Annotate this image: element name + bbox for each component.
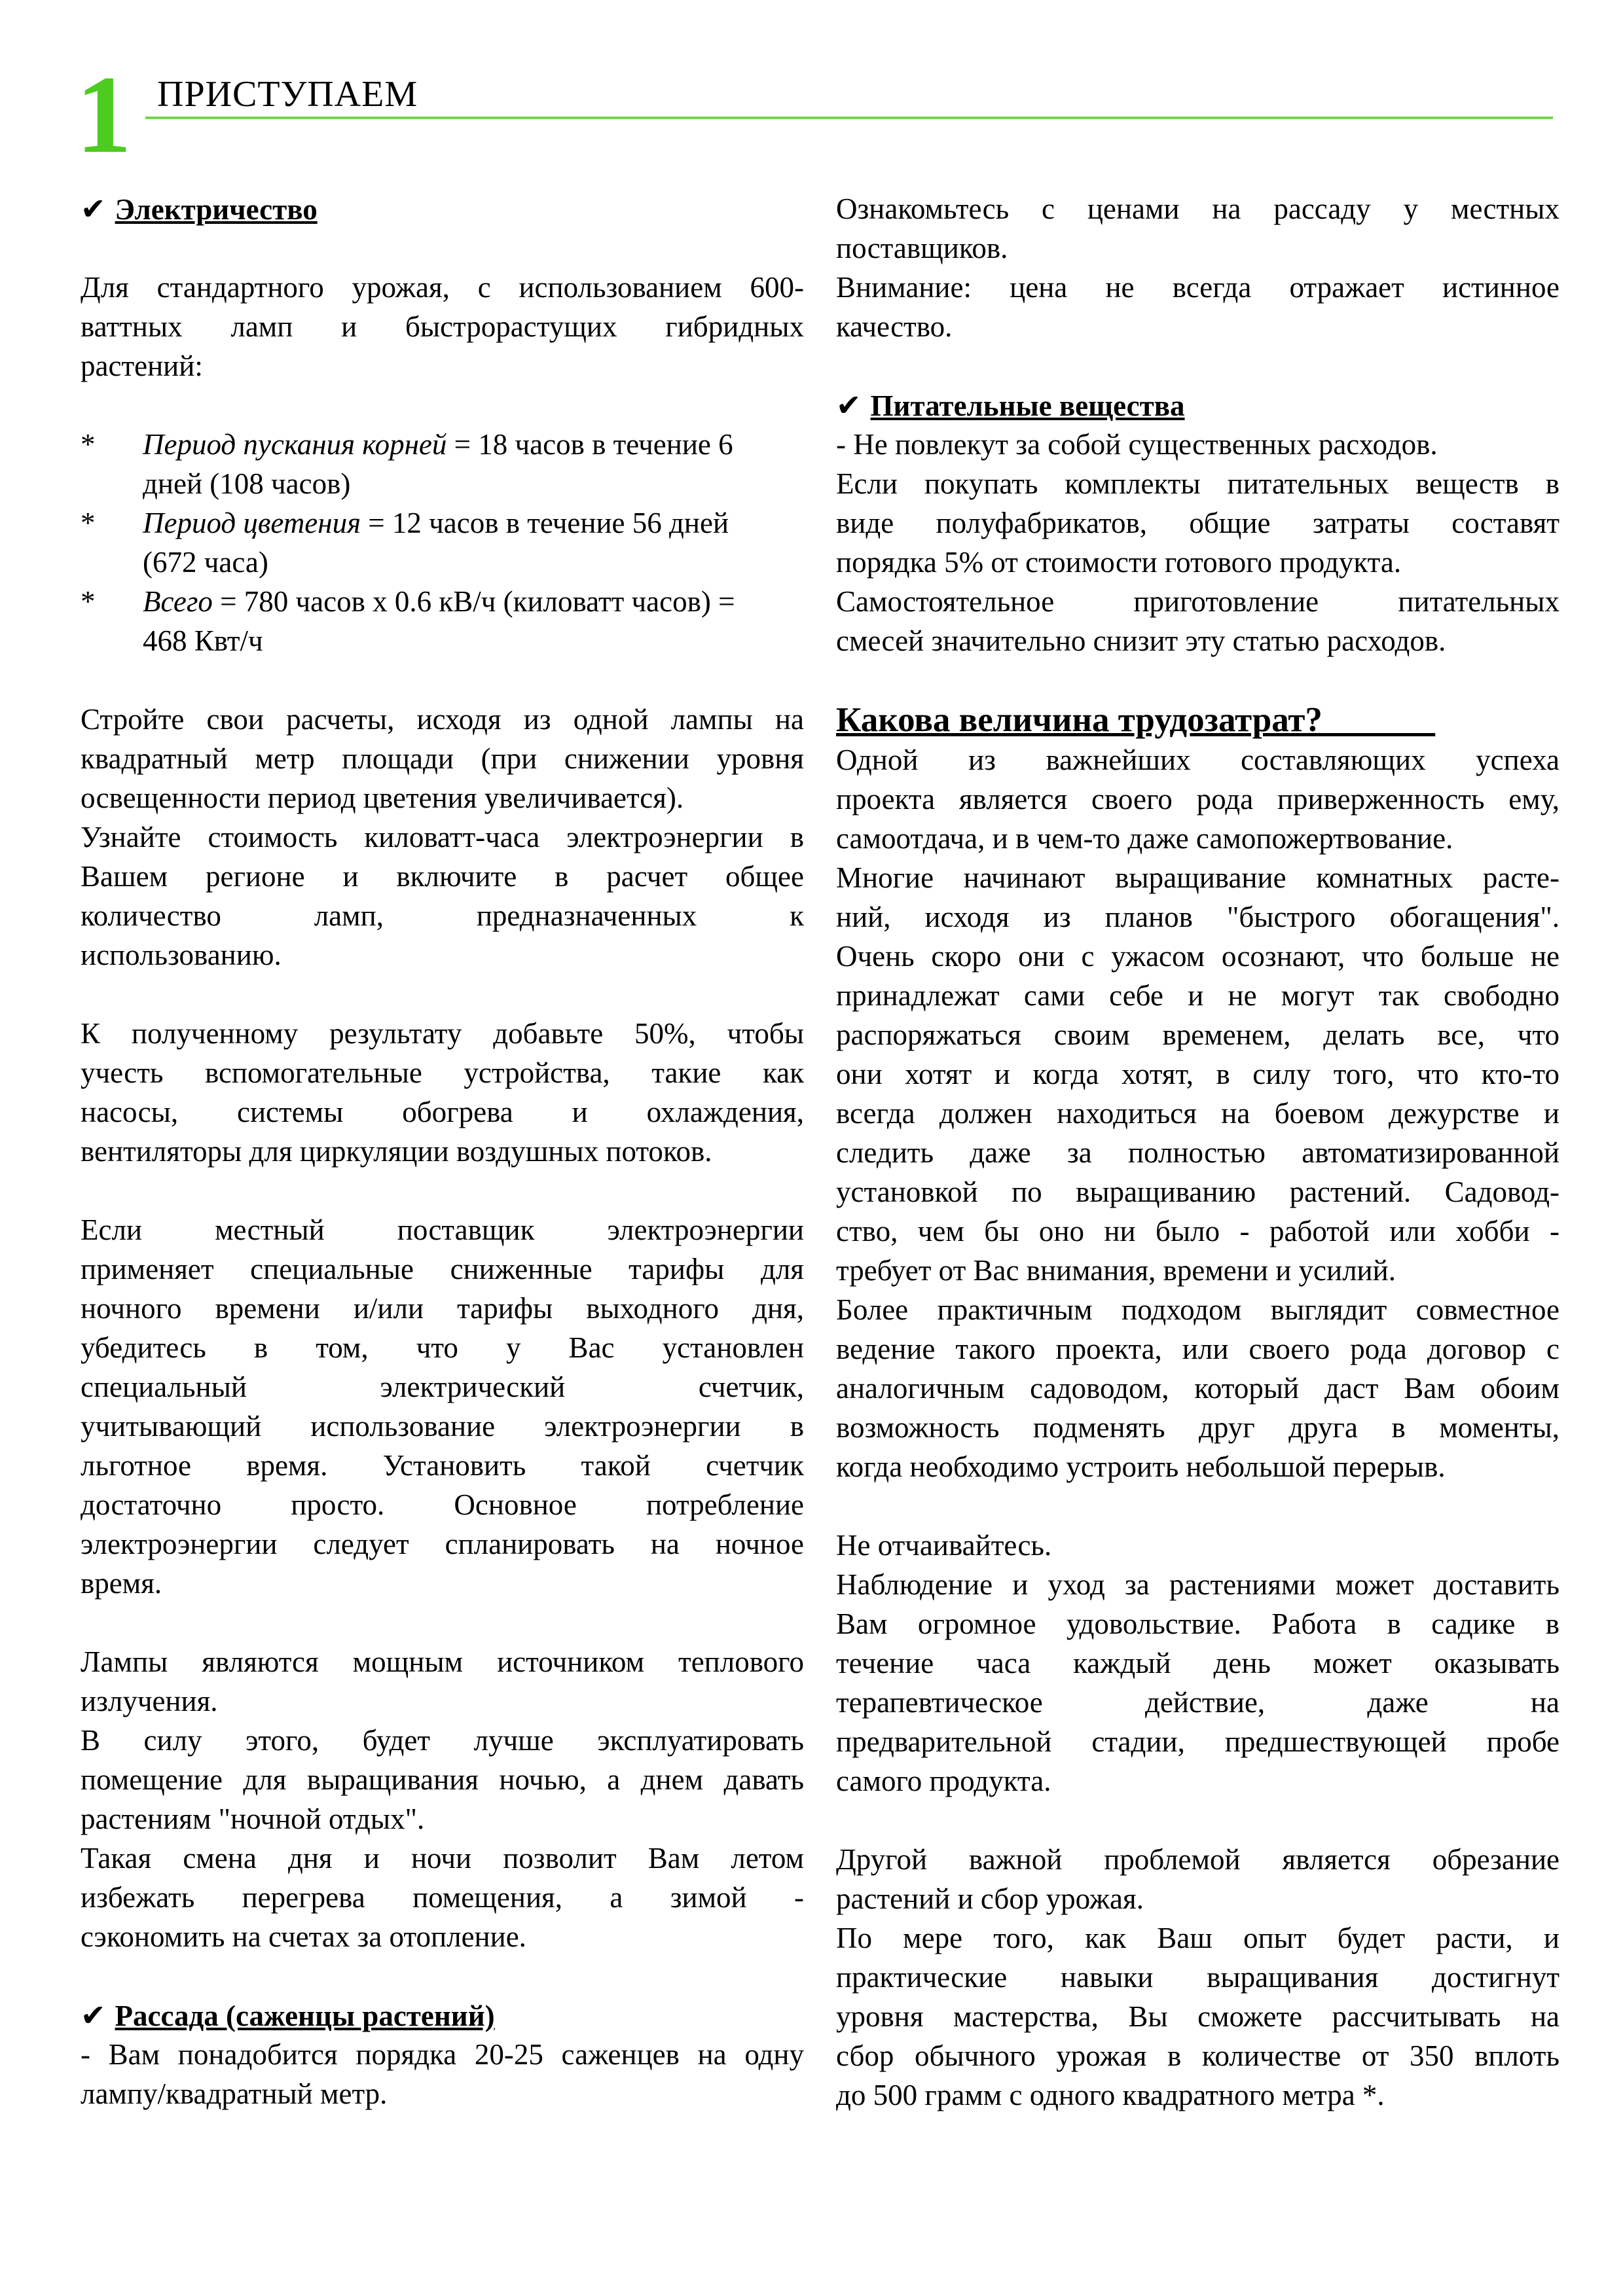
bullet-item: * Период цветения = 12 часов в течение 56 дней (672 часа) (81, 507, 729, 579)
bullet-item: * Всего = 780 часов х 0.6 кВ/ч (киловатт часов) = 468 Квт/ч (81, 585, 735, 657)
right-column (836, 189, 1559, 2115)
bullet-list (81, 425, 804, 660)
check-icon: ✔ (81, 191, 106, 226)
paragraph: Ознакомьтесь с ценами на рассаду у местных поставщиков. Внимание: цена не всегда отражает истинное качество. (836, 192, 1559, 343)
paragraph: - Вам понадобится порядка 20-25 саженцев на одну лампу/квадратный метр. (81, 2038, 804, 2110)
paragraph: Не отчаивайтесь. Наблюдение и уход за растениями может доставить Вам огромное удовольствие. Работа в садике в течение часа каждый день может оказывать терапевтическое действие, даже на предварительной стадии, предшествующей пробе самого продукта. (836, 1529, 1559, 1797)
paragraph: Одной из важнейших составляющих успеха проекта является своего рода приверженность ему, самоотдача, и в чем-то даже самопожертвование. Многие начинают выращивание комнатных расте- ний, исходя из планов "быстрого обогащения". Очень скоро они с ужасом осознают, что больше не принадлежат сами себе и не могут так свободно распоряжаться своим временем, делать все, что они хотят и когда хотят, в силу того, что кто-то всегда должен находиться на боевом дежурстве и следить даже за полностью автоматизированной установкой по выращиванию растений. Садовод- ство, чем бы оно ни было - работой или хобби - требует от Вас внимания, времени и усилий. Более практичным подходом выглядит совместное ведение такого проекта, или своего рода договор с аналогичным садоводом, который даст Вам обоим возможность подменять друг друга в моменты, когда необходимо устроить небольшой перерыв. (836, 744, 1559, 1483)
bullet-item: * Период пускания корней = 18 часов в течение 6 дней (108 часов) (81, 428, 733, 500)
check-icon: ✔ (836, 387, 862, 423)
chapter-title: ПРИСТУПАЕМ (157, 74, 418, 115)
electricity-heading: ✔ Электричество (81, 191, 318, 226)
chapter-rule (145, 117, 1553, 119)
paragraph: Если местный поставщик электроэнергии применяет специальные сниженные тарифы для ночного времени и/или тарифы выходного дня, убедитесь в том, что у Вас установлен специальный электрический счетчик, учитывающий использование электроэнергии в льготное время. Установить такой счетчик достаточно просто. Основное потребление электроэнергии следует спланировать на ночное время. (81, 1213, 804, 1600)
nutrients-heading: ✔ Питательные вещества (836, 387, 1185, 423)
chapter-number: 1 (76, 53, 132, 176)
paragraph: Другой важной проблемой является обрезание растений и сбор урожая. По мере того, как Ваш опыт будет расти, и практические навыки выращивания достигнут уровня мастерства, Вы сможете рассчитывать на сбор обычного урожая в количестве от 350 вплоть до 500 грамм с одного квадратного метра *. (836, 1843, 1559, 2111)
check-icon: ✔ (81, 1998, 106, 2033)
left-column (81, 189, 804, 2113)
paragraph: Стройте свои расчеты, исходя из одной лампы на квадратный метр площади (при снижении уровня освещенности период цветения увеличивается). Узнайте стоимость киловатт-часа электроэнергии в Вашем регионе и включите в расчет общее количество ламп, предназначенных к использованию. (81, 703, 804, 971)
paragraph: К полученному результату добавьте 50%, чтобы учесть вспомогательные устройства, такие как насосы, системы обогрева и охлаждения, вентиляторы для циркуляции воздушных потоков. (81, 1017, 804, 1168)
paragraph: Лампы являются мощным источником теплового излучения. В силу этого, будет лучше эксплуатировать помещение для выращивания ночью, а днем давать растениям "ночной отдых". Такая смена дня и ночи позволит Вам летом избежать перегрева помещения, а зимой - сэкономить на счетах за отопление. (81, 1645, 804, 1953)
seedlings-heading: ✔ Рассада (саженцы растений) (81, 1998, 495, 2033)
labor-heading: Какова величина трудозатрат? (836, 701, 1322, 739)
paragraph: - Не повлекут за собой существенных расходов. Если покупать комплекты питательных веществ в виде полуфабрикатов, общие затраты составят порядка 5% от стоимости готового продукта. Самостоятельное приготовление питательных смесей значительно снизит эту статью расходов. (836, 428, 1559, 657)
intro-paragraph: Для стандартного урожая, с использованием 600- ваттных ламп и быстрорастущих гибридных растений: (81, 271, 804, 382)
